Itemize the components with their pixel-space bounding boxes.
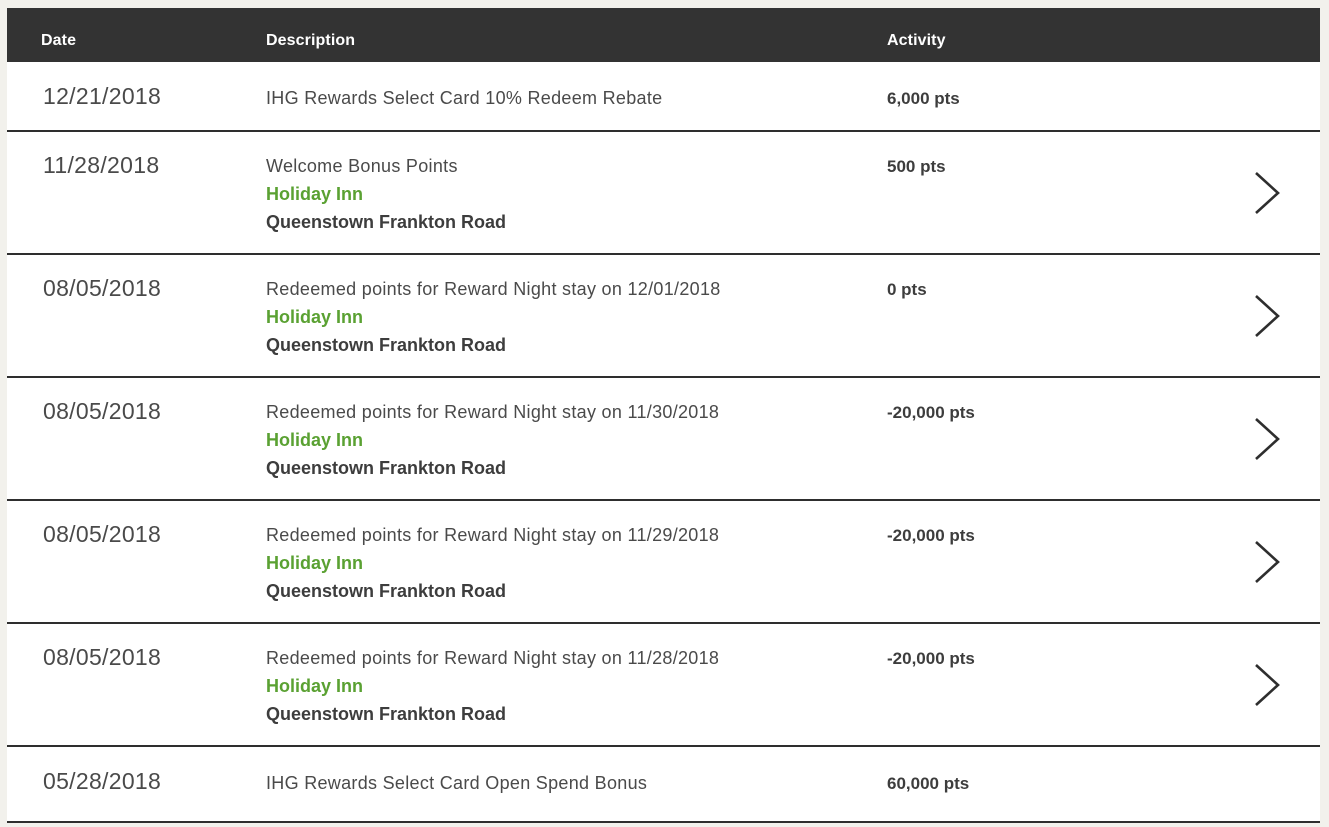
row-date: 11/28/2018 bbox=[43, 152, 160, 178]
description-text: Welcome Bonus Points bbox=[266, 156, 458, 176]
table-row bbox=[7, 747, 1320, 823]
row-description bbox=[266, 769, 846, 797]
row-activity-points: -20,000 pts bbox=[887, 403, 975, 422]
hotel-brand: Holiday Inn bbox=[266, 307, 364, 327]
row-date: 08/05/2018 bbox=[43, 521, 162, 547]
table-row[interactable] bbox=[7, 501, 1320, 624]
description-text: Redeemed points for Reward Night stay on 12/01/2018 bbox=[266, 279, 721, 299]
row-description bbox=[266, 275, 846, 359]
description-text: Redeemed points for Reward Night stay on 11/28/2018 bbox=[266, 648, 720, 668]
hotel-brand: Holiday Inn bbox=[266, 553, 364, 573]
column-header-description: Description bbox=[266, 32, 356, 49]
chevron-right-icon[interactable] bbox=[1252, 293, 1282, 339]
row-activity-points: 500 pts bbox=[887, 157, 946, 176]
description-text: IHG Rewards Select Card Open Spend Bonus bbox=[266, 773, 648, 793]
table-row bbox=[7, 62, 1320, 132]
table-row[interactable] bbox=[7, 378, 1320, 501]
table-header bbox=[7, 8, 1320, 62]
hotel-location: Queenstown Frankton Road bbox=[266, 458, 507, 478]
hotel-location: Queenstown Frankton Road bbox=[266, 335, 507, 355]
row-activity-points: -20,000 pts bbox=[887, 649, 975, 668]
column-header-activity: Activity bbox=[887, 32, 946, 49]
chevron-right-icon[interactable] bbox=[1252, 662, 1282, 708]
row-activity-points: 0 pts bbox=[887, 280, 927, 299]
description-text: Redeemed points for Reward Night stay on 11/29/2018 bbox=[266, 525, 720, 545]
description-text: IHG Rewards Select Card 10% Redeem Rebate bbox=[266, 88, 663, 108]
hotel-location: Queenstown Frankton Road bbox=[266, 581, 507, 601]
hotel-brand: Holiday Inn bbox=[266, 676, 364, 696]
chevron-right-icon[interactable] bbox=[1252, 539, 1282, 585]
row-description bbox=[266, 152, 846, 236]
row-date: 12/21/2018 bbox=[43, 83, 162, 109]
hotel-brand: Holiday Inn bbox=[266, 184, 364, 204]
table-row[interactable] bbox=[7, 255, 1320, 378]
hotel-location: Queenstown Frankton Road bbox=[266, 704, 507, 724]
chevron-right-icon[interactable] bbox=[1252, 416, 1282, 462]
hotel-location: Queenstown Frankton Road bbox=[266, 212, 507, 232]
row-description bbox=[266, 84, 846, 112]
row-date: 05/28/2018 bbox=[43, 768, 162, 794]
row-activity-points: 60,000 pts bbox=[887, 774, 970, 793]
row-date: 08/05/2018 bbox=[43, 398, 162, 424]
table-row[interactable] bbox=[7, 624, 1320, 747]
column-header-date: Date bbox=[41, 32, 77, 49]
activity-table bbox=[7, 8, 1320, 823]
chevron-right-icon[interactable] bbox=[1252, 170, 1282, 216]
row-date: 08/05/2018 bbox=[43, 275, 162, 301]
row-description bbox=[266, 398, 846, 482]
table-row[interactable] bbox=[7, 132, 1320, 255]
row-description bbox=[266, 644, 846, 728]
row-activity-points: 6,000 pts bbox=[887, 89, 960, 108]
row-description bbox=[266, 521, 846, 605]
row-activity-points: -20,000 pts bbox=[887, 526, 975, 545]
row-date: 08/05/2018 bbox=[43, 644, 162, 670]
hotel-brand: Holiday Inn bbox=[266, 430, 364, 450]
description-text: Redeemed points for Reward Night stay on 11/30/2018 bbox=[266, 402, 720, 422]
